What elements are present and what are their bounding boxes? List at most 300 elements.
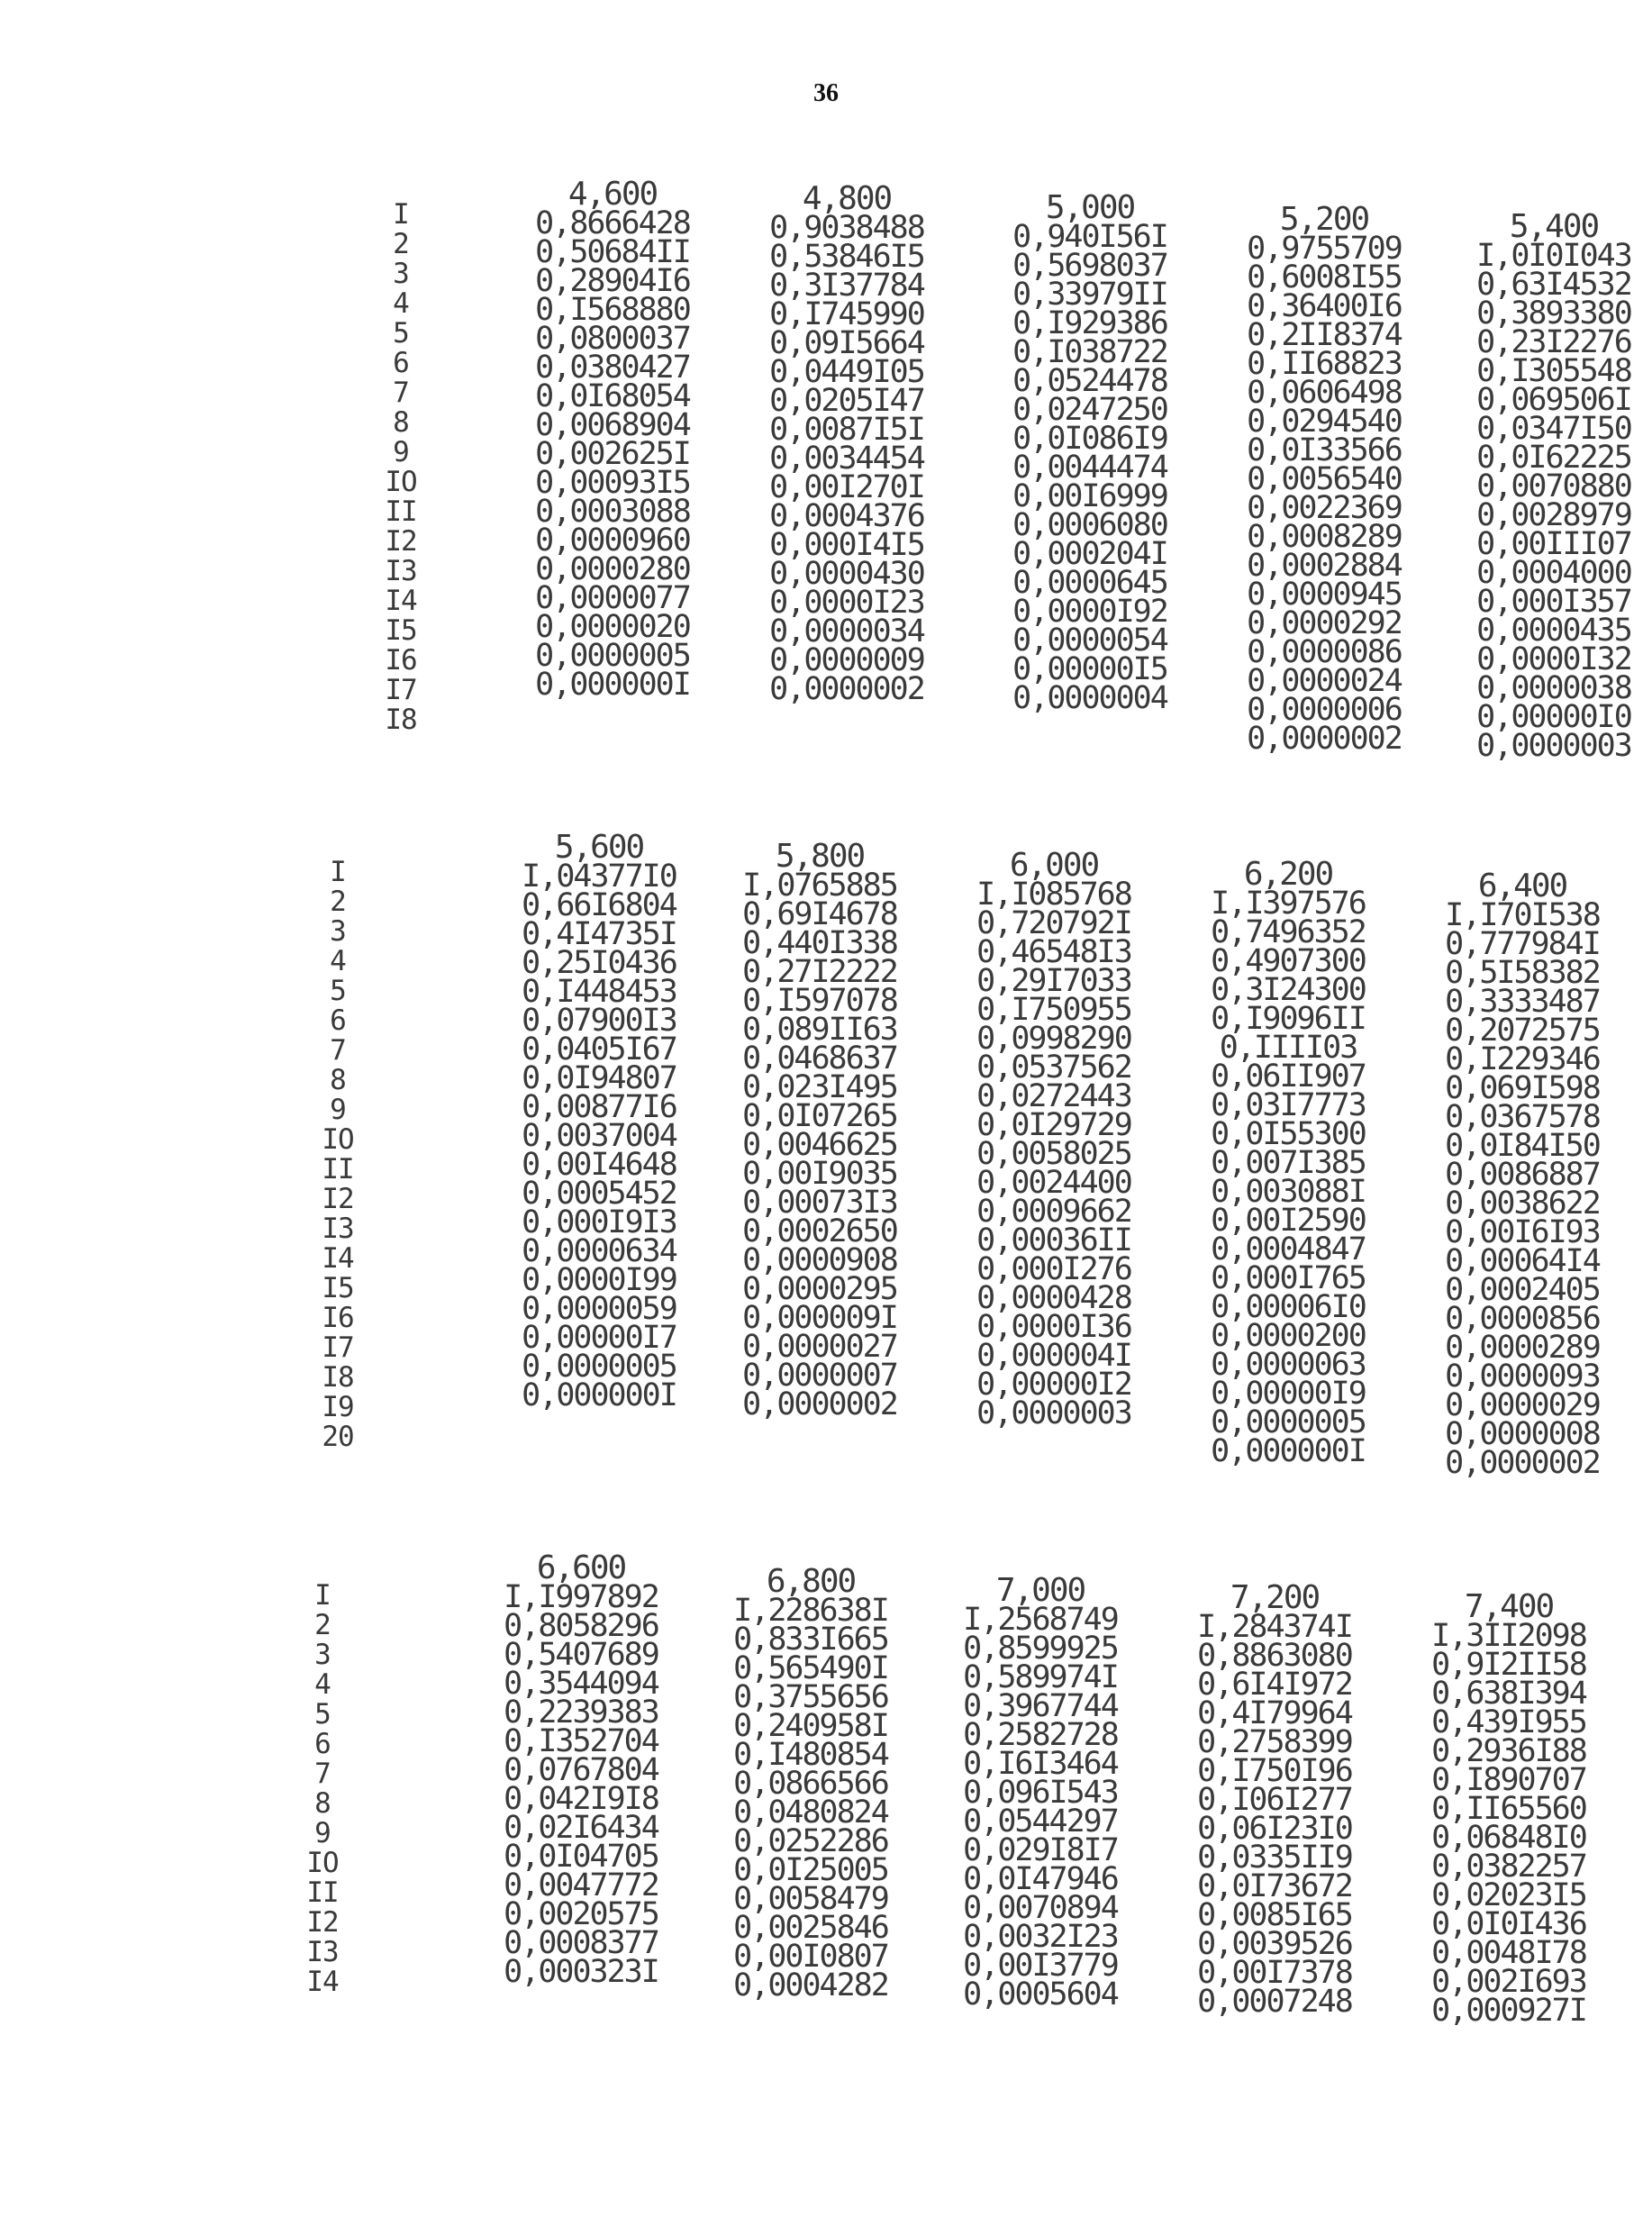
table-cell: 0,00III07 [1476,526,1631,562]
table-cell: 0,02023I5 [1431,1877,1586,1913]
table-cell: 0,069I598 [1445,1070,1600,1106]
table-cell: 0,0086887 [1445,1157,1600,1193]
row-index: II [322,1153,354,1186]
table-cell: 0,0000008 [1445,1416,1600,1452]
row-index: I7 [385,674,417,706]
table-cell: I,0I0I043 [1476,238,1631,274]
table-cell: 0,0000I36 [976,1309,1131,1345]
row-index: 8 [314,1787,331,1820]
table-cell: 0,23I2276 [1476,324,1631,360]
table-cell: 0,0000038 [1476,670,1631,706]
table-cell: 0,0002884 [1247,548,1402,584]
table-cell: 0,00I6999 [1012,478,1167,514]
table-cell: 0,0058479 [733,1881,888,1917]
table-cell: 0,0205I47 [769,383,924,419]
table-cell: 0,0025846 [733,1910,888,1946]
table-cell: 0,3333487 [1445,984,1600,1020]
table-cell: 0,0000292 [1247,605,1402,641]
row-index: IO [306,1847,339,1879]
table-cell: 0,I9096II [1211,1001,1366,1037]
table-cell: 0,0000645 [1012,565,1167,601]
table-cell: 0,3544094 [504,1666,658,1702]
table-cell: 0,0000200 [1211,1318,1366,1354]
table-cell: 0,5I58382 [1445,955,1600,991]
value-column [486,829,712,1413]
table-cell: 0,4907300 [1211,943,1366,979]
value-column [928,1572,1153,2012]
table-cell: 0,02I6434 [504,1810,658,1846]
table-cell: 0,8599925 [963,1631,1118,1667]
table-cell: 0,0000009 [769,642,924,678]
table-cell: 0,00036II [976,1222,1131,1258]
table-cell: 0,0294540 [1247,404,1402,440]
row-index: I [330,856,346,888]
table-cell: 0,0000005 [522,1349,676,1385]
table-cell: 0,0005604 [963,1976,1118,2012]
row-index: 3 [330,915,346,948]
table-cell: 0,720792I [976,905,1131,941]
table-cell: 0,5407689 [504,1637,658,1673]
table-cell: 0,I568880 [535,292,690,328]
table-cell: 0,2II8374 [1247,317,1402,353]
table-cell: 0,000204I [1012,536,1167,572]
table-cell: I,I70I538 [1445,897,1600,933]
table-cell: 0,0866566 [733,1766,888,1802]
row-index: 2 [393,228,409,260]
table-cell: 0,I929386 [1012,305,1167,341]
row-index: I [314,1579,331,1612]
row-index: I5 [385,614,417,647]
table-cell: I,284374I [1197,1609,1352,1645]
column-header: 6,200 [1243,856,1333,893]
table-cell: 0,0004847 [1211,1231,1366,1267]
table-cell: 0,0008377 [504,1925,658,1961]
table-cell: 0,28904I6 [535,263,690,299]
row-index: I5 [322,1272,354,1304]
table-cell: 0,3893380 [1476,295,1631,332]
table-cell: 0,0046625 [742,1127,897,1163]
table-cell: 0,0000428 [976,1280,1131,1316]
row-index: II [385,495,417,528]
table-cell: 0,9755709 [1247,231,1402,267]
row-index: 9 [314,1817,331,1849]
table-cell: 0,439I955 [1431,1704,1586,1740]
table-cell: I,2568749 [963,1602,1118,1638]
row-index: 6 [393,347,409,379]
table-cell: I,I397576 [1211,886,1366,922]
column-header: 7,000 [995,1572,1085,1609]
table-cell: 0,00877I6 [522,1089,676,1125]
column-header: 6,800 [766,1563,856,1600]
row-index-column [383,200,419,735]
row-index: I8 [385,704,417,736]
table-cell: 0,I750955 [976,992,1131,1028]
table-cell: 0,00000I7 [522,1320,676,1356]
table-cell: 0,0000295 [742,1271,897,1307]
value-column [1410,868,1635,1481]
row-index: 8 [330,1064,346,1096]
table-cell: 0,3I24300 [1211,972,1366,1008]
row-index: I7 [322,1331,354,1364]
table-cell: 0,0I73672 [1197,1868,1352,1904]
table-cell: I,0765885 [742,868,897,904]
table-cell: 0,II68823 [1247,346,1402,382]
row-index-column [304,1581,340,1997]
table-cell: 0,0I25005 [733,1852,888,1888]
column-header: 5,400 [1509,208,1599,245]
table-cell: 0,00I2590 [1211,1203,1366,1239]
table-cell: 0,I890707 [1431,1762,1586,1798]
table-cell: 0,0038622 [1445,1186,1600,1222]
table-cell: 0,0048I78 [1431,1935,1586,1971]
row-index: 2 [314,1609,331,1641]
table-cell: 0,565490I [733,1650,888,1686]
table-cell: 0,33979II [1012,277,1167,313]
table-cell: 0,8058296 [504,1608,658,1644]
table-cell: 0,0000430 [769,556,924,592]
row-index: I6 [322,1302,354,1334]
row-index: 7 [393,377,409,409]
table-cell: 0,0006080 [1012,507,1167,543]
table-cell: 0,0606498 [1247,375,1402,411]
page-number: 36 [813,79,839,107]
table-cell: 0,00064I4 [1445,1243,1600,1279]
table-cell: 0,00000I9 [1211,1376,1366,1412]
table-cell: 0,8863080 [1197,1638,1352,1674]
table-cell: 0,3755656 [733,1679,888,1715]
column-header: 5,800 [775,838,865,875]
table-cell: 0,940I56I [1012,219,1167,255]
table-cell: 0,0I33566 [1247,432,1402,468]
table-cell: 0,0000093 [1445,1358,1600,1395]
table-cell: 0,0000I99 [522,1262,676,1298]
table-cell: 0,07900I3 [522,1003,676,1039]
table-cell: 0,00073I3 [742,1185,897,1221]
table-cell: 0,777984I [1445,926,1600,962]
table-cell: 0,0000002 [769,671,924,707]
table-cell: 0,000009I [742,1300,897,1336]
table-cell: 0,0004282 [733,1967,888,2003]
table-cell: 0,0I29729 [976,1107,1131,1143]
table-cell: 0,0I0I436 [1431,1906,1586,1942]
table-cell: 0,27I2222 [742,954,897,990]
table-cell: 0,0000024 [1247,663,1402,699]
table-cell: 0,0335II9 [1197,1840,1352,1876]
row-index: I2 [385,525,417,558]
table-cell: 0,0037004 [522,1118,676,1154]
table-cell: 0,09I5664 [769,325,924,361]
table-cell: 0,0007248 [1197,1984,1352,2020]
table-cell: 0,9I2II58 [1431,1647,1586,1683]
table-cell: 0,0998290 [976,1021,1131,1057]
table-cell: 0,0044474 [1012,450,1167,486]
table-cell: 0,36400I6 [1247,288,1402,324]
table-cell: 0,0032I23 [963,1919,1118,1955]
row-index: I4 [385,585,417,617]
row-index: I9 [322,1391,354,1423]
column-header: 7,400 [1464,1588,1554,1625]
table-cell: 0,06I23I0 [1197,1811,1352,1847]
table-cell: 0,0002405 [1445,1272,1600,1308]
table-cell: 0,I6I3464 [963,1746,1118,1782]
row-index-column [320,858,356,1452]
table-cell: 0,00000I5 [1012,651,1167,687]
table-cell: 0,000I9I3 [522,1204,676,1240]
table-cell: 0,00I7378 [1197,1955,1352,1991]
value-column [941,847,1166,1431]
table-cell: 0,0004376 [769,498,924,534]
table-cell: 0,0537562 [976,1049,1131,1086]
table-cell: 0,25I0436 [522,945,676,981]
table-cell: 0,0000020 [535,609,690,645]
table-cell: 0,0449I05 [769,354,924,390]
table-cell: 0,0272443 [976,1078,1131,1114]
table-cell: 0,000I765 [1211,1260,1366,1296]
table-cell: 0,63I4532 [1476,267,1631,303]
table-cell: 0,66I6804 [522,887,676,923]
table-cell: 0,000004I [976,1338,1131,1374]
table-cell: 0,0000003 [1476,728,1631,764]
table-cell: 0,9038488 [769,210,924,246]
table-cell: 0,0000002 [1247,721,1402,757]
table-cell: 0,0087I5I [769,412,924,448]
table-cell: 0,000I276 [976,1251,1131,1287]
table-cell: 0,0047772 [504,1867,658,1903]
table-cell: 0,0009662 [976,1194,1131,1230]
table-cell: 0,0524478 [1012,363,1167,399]
table-cell: 0,0000908 [742,1242,897,1278]
table-cell: 0,7496352 [1211,914,1366,950]
table-cell: 0,000000I [1211,1433,1366,1469]
row-index: 4 [314,1668,331,1701]
table-cell: 0,4I4735I [522,916,676,952]
table-cell: 0,00I9035 [742,1156,897,1192]
value-column [734,180,959,707]
column-header: 6,400 [1477,868,1567,904]
table-cell: 0,0002650 [742,1213,897,1249]
row-index: 5 [314,1698,331,1731]
table-cell: 0,3I37784 [769,268,924,304]
table-cell: 0,5698037 [1012,248,1167,284]
row-index: 6 [314,1728,331,1760]
row-index: II [306,1876,339,1909]
table-cell: 0,00000I2 [976,1367,1131,1403]
value-column [1212,201,1437,757]
table-cell: 0,0000002 [1445,1445,1600,1481]
table-cell: 0,0000027 [742,1329,897,1365]
table-cell: 0,0024400 [976,1165,1131,1201]
table-cell: 0,I352704 [504,1723,658,1759]
table-cell: 0,0I07265 [742,1098,897,1134]
table-cell: 0,0367578 [1445,1099,1600,1135]
table-cell: 0,06II907 [1211,1058,1366,1095]
table-cell: 0,I06I277 [1197,1782,1352,1818]
table-cell: 0,0000006 [1247,692,1402,728]
table-cell: 0,0247250 [1012,392,1167,428]
table-cell: 0,00006I0 [1211,1289,1366,1325]
table-cell: 0,0544297 [963,1803,1118,1840]
table-cell: 0,002625I [535,436,690,472]
table-cell: 0,0085I65 [1197,1897,1352,1933]
row-index: 20 [322,1421,354,1453]
table-cell: 0,00I270I [769,469,924,505]
row-index: I6 [385,644,417,677]
row-index: I [393,198,409,231]
table-cell: 0,0028979 [1476,497,1631,533]
table-cell: 0,6I4I972 [1197,1667,1352,1703]
column-header: 5,200 [1279,201,1369,238]
table-cell: 0,0000I23 [769,585,924,621]
table-cell: 0,0252286 [733,1823,888,1859]
table-cell: 0,0000054 [1012,622,1167,659]
table-cell: 0,00I4648 [522,1147,676,1183]
table-cell: 0,00093I5 [535,465,690,501]
table-cell: I,3II2098 [1431,1618,1586,1654]
column-header: 6,000 [1009,847,1099,884]
table-cell: 0,00I6I93 [1445,1214,1600,1250]
table-cell: 0,0480824 [733,1794,888,1831]
table-cell: 0,003088I [1211,1174,1366,1210]
row-index: 3 [393,258,409,290]
table-cell: 0,46548I3 [976,934,1131,970]
table-cell: 0,0000I92 [1012,594,1167,630]
table-cell: 0,II65560 [1431,1791,1586,1827]
table-cell: 0,50684II [535,234,690,270]
table-cell: 0,0468637 [742,1040,897,1077]
table-cell: 0,0000063 [1211,1347,1366,1383]
row-index: 4 [330,945,346,977]
table-cell: 0,0000034 [769,613,924,650]
table-cell: 0,023I495 [742,1069,897,1105]
table-cell: 0,240958I [733,1708,888,1744]
table-cell: 0,0000002 [742,1386,897,1422]
table-cell: 0,0039526 [1197,1926,1352,1962]
table-cell: 0,0000086 [1247,634,1402,670]
table-cell: 0,6008I55 [1247,259,1402,295]
table-cell: 0,0000004 [1012,680,1167,716]
table-cell: 0,0000029 [1445,1387,1600,1423]
row-index: 3 [314,1639,331,1671]
table-cell: 0,0000960 [535,522,690,559]
table-cell: 0,I750I96 [1197,1753,1352,1789]
table-cell: 0,0070880 [1476,468,1631,504]
table-cell: 0,I448453 [522,974,676,1010]
table-cell: 0,0382257 [1431,1849,1586,1885]
table-cell: 0,000927I [1431,1993,1586,2029]
table-cell: 0,0000945 [1247,577,1402,613]
table-cell: 0,0I62225 [1476,440,1631,476]
table-cell: 0,0I55300 [1211,1116,1366,1152]
table-cell: 0,000000I [522,1377,676,1413]
table-cell: 0,000I4I5 [769,527,924,563]
table-cell: 0,0020575 [504,1896,658,1932]
table-cell: I,04377I0 [522,859,676,895]
table-cell: 0,440I338 [742,925,897,961]
table-cell: 0,0347I50 [1476,411,1631,447]
table-cell: 0,0000280 [535,551,690,587]
value-column [500,176,725,703]
row-index: 5 [393,317,409,350]
table-cell: 0,I597078 [742,983,897,1019]
table-cell: 0,03I7773 [1211,1087,1366,1123]
column-header: 5,000 [1045,189,1135,226]
table-cell: 0,2758399 [1197,1724,1352,1760]
table-cell: 0,0I94807 [522,1060,676,1096]
table-cell: 0,00I0807 [733,1939,888,1975]
table-cell: 0,002I693 [1431,1964,1586,2000]
table-cell: I,I997892 [504,1579,658,1615]
row-index: 4 [393,287,409,320]
value-column [468,1549,694,1990]
table-cell: 0,0058025 [976,1136,1131,1172]
table-cell: 0,0I086I9 [1012,421,1167,457]
table-cell: 0,IIII03 [1219,1030,1357,1066]
table-cell: 0,096I543 [963,1775,1118,1811]
table-cell: 0,0000I32 [1476,641,1631,677]
table-cell: 0,0I84I50 [1445,1128,1600,1164]
table-cell: 0,638I394 [1431,1676,1586,1712]
value-column [707,838,932,1422]
value-column [1175,856,1401,1469]
table-cell: 0,0I04705 [504,1839,658,1875]
table-cell: 0,53846I5 [769,239,924,275]
value-column [1162,1579,1387,2020]
row-index: IO [385,466,417,498]
row-index: 7 [330,1034,346,1067]
column-header: 4,600 [567,176,658,213]
table-cell: 0,0000007 [742,1358,897,1394]
row-index: I2 [322,1183,354,1215]
table-cell: 0,I229346 [1445,1041,1600,1077]
row-index: I2 [306,1906,339,1939]
table-cell: 0,589974I [963,1659,1118,1695]
row-index: I4 [306,1966,339,1998]
row-index: I8 [322,1361,354,1394]
table-cell: 0,0070894 [963,1890,1118,1926]
table-cell: 0,0034454 [769,441,924,477]
column-header: 5,600 [554,829,644,866]
table-cell: 0,2072575 [1445,1013,1600,1049]
row-index: 9 [393,436,409,468]
value-column [1441,208,1652,764]
table-cell: 0,0004000 [1476,555,1631,591]
row-index: 8 [393,406,409,439]
column-header: 4,800 [802,180,892,217]
table-cell: 0,0000005 [535,638,690,674]
table-cell: 0,069506I [1476,382,1631,418]
table-cell: 0,0003088 [535,494,690,530]
table-cell: 0,8666428 [535,205,690,241]
table-cell: I,I085768 [976,877,1131,913]
table-cell: 0,I305548 [1476,353,1631,389]
table-cell: 0,0000435 [1476,613,1631,649]
table-cell: 0,4I79964 [1197,1695,1352,1731]
table-cell: 0,2239383 [504,1694,658,1731]
table-cell: 0,0068904 [535,407,690,443]
row-index: I3 [322,1213,354,1245]
table-cell: 0,00I3779 [963,1948,1118,1984]
table-cell: 0,69I4678 [742,896,897,932]
table-cell: 0,833I665 [733,1622,888,1658]
table-cell: 0,0I47946 [963,1861,1118,1897]
table-cell: 0,0000059 [522,1291,676,1327]
table-cell: 0,0056540 [1247,461,1402,497]
table-cell: 0,0008289 [1247,519,1402,555]
table-cell: 0,0000077 [535,580,690,616]
table-cell: 0,06848I0 [1431,1820,1586,1856]
table-cell: 0,I038722 [1012,334,1167,370]
row-index: 2 [330,886,346,918]
